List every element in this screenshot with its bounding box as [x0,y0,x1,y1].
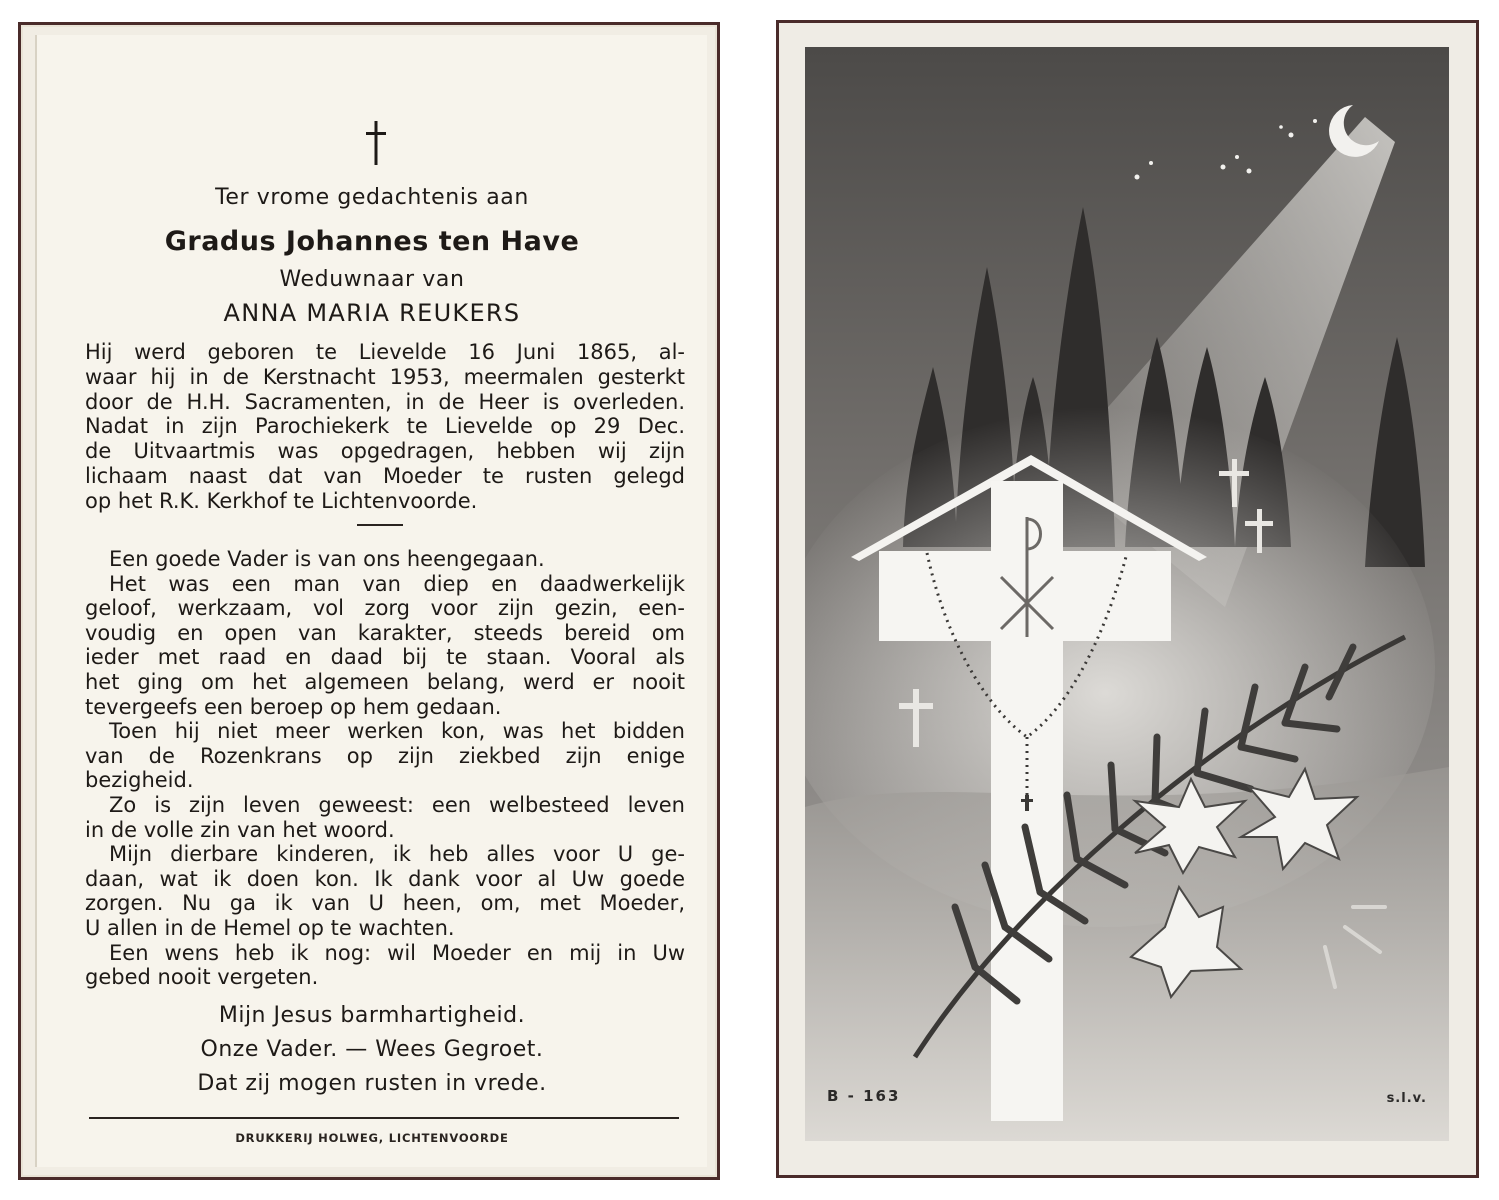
section-divider [357,524,403,526]
prayer-line: Mijn Jesus barmhartigheid. [218,1003,526,1028]
bio-line: lichaam naast dat van Moeder te rusten gelegd [85,463,685,488]
printer-imprint: DRUKKERIJ HOLWEG, LICHTENVOORDE [235,1131,509,1145]
cross-icon [364,121,388,165]
illustration [805,47,1449,1141]
cemetery-cross-illustration [805,47,1449,1141]
tribute-line: zorgen. Nu ga ik van U heen, om, met Moeder, [85,891,685,916]
footer-rule [89,1117,679,1119]
bio-line: op het R.K. Kerkhof te Lichtenvoorde. [85,488,478,513]
tribute-line: gebed nooit vergeten. [85,965,319,990]
tribute-line: tevergeefs een beroep op hem gedaan. [85,694,502,719]
tribute-line: Zo is zijn leven geweest: een welbesteed leven [109,792,685,817]
tribute-line: geloof, werkzaam, vol zorg voor zijn gezin, een- [85,596,685,621]
intro-line: Ter vrome gedachtenis aan [215,185,529,210]
card-code: B - 163 [827,1087,901,1105]
tribute-line: Mijn dierbare kinderen, ik heb alles voor U ge- [109,842,685,867]
artist-signature: s.l.v. [1386,1091,1427,1106]
biography-paragraph [85,340,685,514]
bio-line: Hij werd geboren te Lievelde 16 Juni 1865, al- [85,340,685,364]
deceased-name: Gradus Johannes ten Have [164,226,580,257]
tribute-line: Het was een man van diep en daadwerkelijk [109,571,685,596]
prayer-line: Onze Vader. — Wees Gegroet. [200,1037,544,1062]
spouse-name: ANNA MARIA REUKERS [223,299,521,327]
text-card-inner [35,35,707,1167]
tribute-line: ieder met raad en daad bij te staan. Vooral als [85,645,685,670]
tribute-line: voudig en open van karakter, steeds bereid om [85,620,685,645]
bio-line: door de H.H. Sacramenten, in de Heer is overleden. [85,389,685,414]
prayer-line: Dat zij mogen rusten in vrede. [197,1071,547,1096]
memorial-image-card [776,20,1479,1178]
tribute-text [85,547,685,990]
bio-line: de Uitvaartmis was opgedragen, hebben wij zijn [85,439,685,464]
tribute-line: U allen in de Hemel op te wachten. [85,915,455,940]
tribute-line: Een goede Vader is van ons heengegaan. [109,547,545,571]
bio-line: Nadat in zijn Parochiekerk te Lievelde op 29 Dec. [85,414,685,439]
tribute-line: van de Rozenkrans op zijn ziekbed zijn enige [85,743,685,768]
bio-line: waar hij in de Kerstnacht 1953, meermalen gesterkt [85,364,685,389]
tribute-line: bezigheid. [85,768,194,793]
widower-line: Weduwnaar van [279,267,465,292]
tribute-line: het ging om het algemeen belang, werd er nooit [85,669,685,694]
tribute-line: Een wens heb ik nog: wil Moeder en mij in Uw [109,940,685,965]
tribute-line: Toen hij niet meer werken kon, was het bidden [109,719,685,744]
tribute-line: in de volle zin van het woord. [85,817,395,842]
tribute-line: daan, wat ik doen kon. Ik dank voor al Uw goede [85,866,685,891]
memorial-text-card [18,22,720,1180]
